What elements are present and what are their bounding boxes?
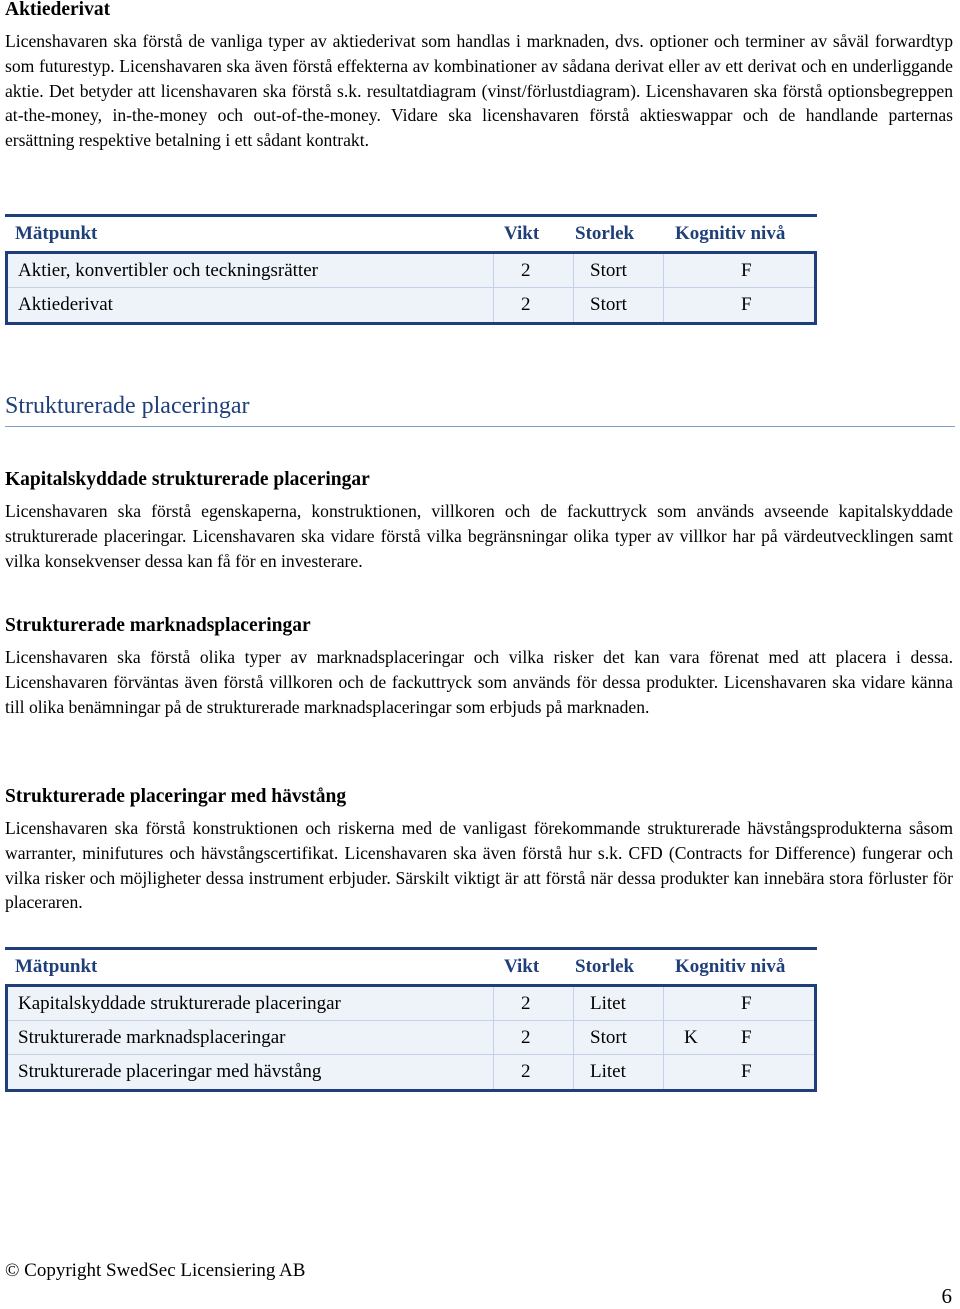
header-matpunkt: Mätpunkt [15,956,98,977]
table-body [5,984,817,1092]
heading-aktiederivat: Aktiederivat [5,0,111,20]
cell-vikt: 2 [521,993,531,1014]
header-storlek: Storlek [575,956,635,977]
table-row [8,987,814,1021]
cell-vikt: 2 [521,1027,531,1048]
paragraph-kapitalskyddade: Licenshavaren ska förstå egenskaperna, konstruktionen, villkoren och de fackuttryck som används avseende kapitalskyddade strukturerade placeringar. Licenshavaren ska vidare förstå vilka begränsningar olika typer av villkor har på värdeutvecklingen samt vilka konsekvenser dessa kan få för en investerare. [5,501,953,571]
footer-copyright: © Copyright SwedSec Licensiering AB [5,1260,306,1281]
header-vikt: Vikt [504,223,540,244]
section-title: Strukturerade placeringar [5,393,250,419]
header-kognitiv: Kognitiv nivå [675,223,786,244]
table-header [5,217,817,251]
header-kognitiv: Kognitiv nivå [675,956,786,977]
page-number: 6 [941,1284,952,1308]
header-storlek: Storlek [575,223,635,244]
header-vikt: Vikt [504,956,540,977]
cell-name: Strukturerade placeringar med hävstång [18,1061,322,1082]
table-row [8,1021,814,1055]
cell-storlek: Stort [590,294,627,315]
cell-f: F [741,260,752,281]
cell-vikt: 2 [521,260,531,281]
table-body [5,251,817,325]
cell-vikt: 2 [521,294,531,315]
cell-storlek: Stort [590,1027,627,1048]
cell-k: K [684,1027,698,1048]
cell-name: Aktiederivat [18,294,113,315]
section-rule [5,426,955,427]
cell-storlek: Litet [590,1061,626,1082]
paragraph-aktiederivat: Licenshavaren ska förstå de vanliga typer av aktiederivat som handlas i marknaden, dvs. optioner och terminer av såväl forwardtyp som futurestyp. Licenshavaren ska även förstå effekterna av kombinationer av sådana derivat eller av ett derivat och en underliggande aktie. Det betyder att licenshavaren ska förstå s.k. resultatdiagram (vinst/förlustdiagram). Licenshavaren ska förstå optionsbegreppen at-the-money, in-the-money och out-of-the-money. Vidare ska licenshavaren förstå aktieswappar och de handlande parternas ersättning respektive betalning i ett sådant kontrakt. [5,31,953,151]
table-row [8,254,814,288]
table-aktier [5,214,817,325]
cell-storlek: Stort [590,260,627,281]
cell-name: Strukturerade marknadsplaceringar [18,1027,286,1048]
cell-name: Aktier, konvertibler och teckningsrätter [18,260,318,281]
cell-f: F [741,1027,752,1048]
cell-f: F [741,993,752,1014]
header-matpunkt: Mätpunkt [15,223,98,244]
heading-havstang: Strukturerade placeringar med hävstång [5,786,347,807]
table-strukturerade [5,947,817,1092]
table-header [5,950,817,984]
table-row [8,288,814,322]
paragraph-marknadsplaceringar: Licenshavaren ska förstå olika typer av marknadsplaceringar och vilka risker det kan vara förenat med att placera i dessa. Licenshavaren förväntas även förstå villkoren och de fackuttryck som används för dessa produkter. Licenshavaren ska vidare känna till olika benämningar på de strukturerade marknadsplaceringar som erbjuds på marknaden. [5,647,953,717]
heading-kapitalskyddade: Kapitalskyddade strukturerade placeringar [5,469,370,490]
cell-vikt: 2 [521,1061,531,1082]
cell-f: F [741,1061,752,1082]
heading-marknadsplaceringar: Strukturerade marknadsplaceringar [5,615,311,636]
cell-storlek: Litet [590,993,626,1014]
paragraph-havstang: Licenshavaren ska förstå konstruktionen och riskerna med de vanligast förekommande strukturerade hävstångsprodukterna såsom warranter, minifutures och hävstångscertifikat. Licenshavaren ska även förstå hur s.k. CFD (Contracts for Difference) fungerar och vilka risker och möjligheter dessa instrument erbjuder. Särskilt viktigt är att förstå när dessa produkter kan innebära stora förluster för placeraren. [5,818,953,913]
cell-name: Kapitalskyddade strukturerade placeringar [18,993,341,1014]
cell-f: F [741,294,752,315]
table-row [8,1055,814,1089]
